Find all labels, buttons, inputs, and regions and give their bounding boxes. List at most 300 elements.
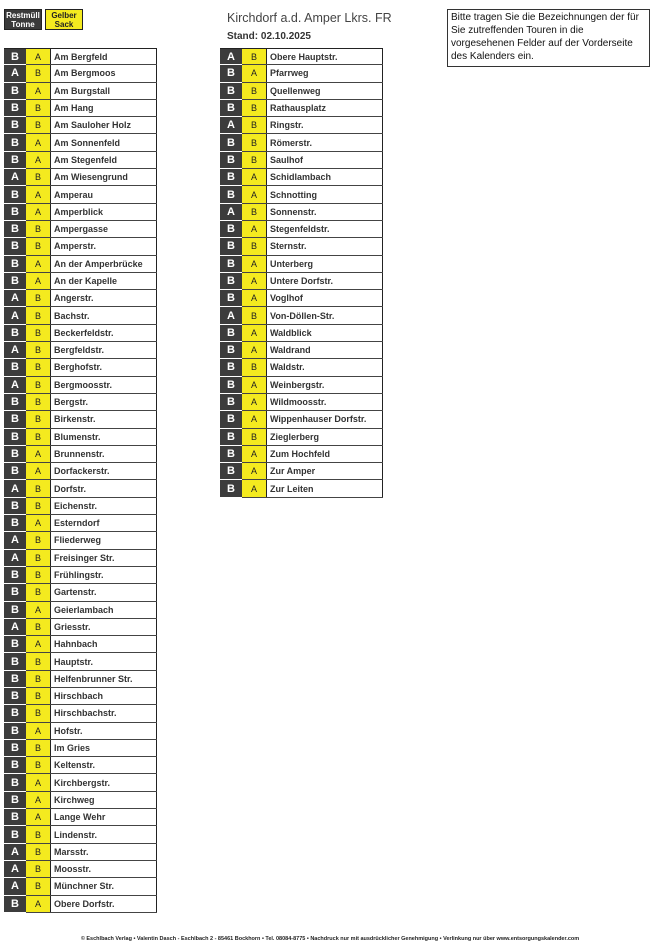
table-row (4, 826, 157, 843)
gelber-sack-tour: A (26, 256, 51, 272)
street-name: Lindenstr. (51, 826, 157, 842)
table-row (4, 809, 157, 826)
gelber-sack-tour: B (26, 740, 51, 756)
gelber-sack-tour: A (26, 204, 51, 220)
restmuell-tour: B (4, 394, 26, 411)
street-name: Griesstr. (51, 619, 157, 635)
restmuell-tour: B (4, 83, 26, 100)
street-name: Marsstr. (51, 844, 157, 860)
gelber-sack-tour: B (26, 290, 51, 306)
table-row (4, 584, 157, 601)
gelber-sack-tour: B (26, 221, 51, 237)
restmuell-tour: B (4, 705, 26, 722)
restmuell-tour: B (4, 688, 26, 705)
restmuell-tour: A (220, 49, 242, 65)
table-row (4, 48, 157, 65)
gelber-sack-tour: A (242, 342, 267, 358)
restmuell-tour: B (4, 238, 26, 255)
restmuell-tour: B (220, 394, 242, 411)
gelber-sack-tour: B (26, 567, 51, 583)
gelber-sack-tour: A (26, 809, 51, 825)
street-name: Keltenstr. (51, 757, 157, 773)
restmuell-tour: B (4, 411, 26, 428)
gelber-sack-tour: B (26, 584, 51, 600)
restmuell-tour: B (220, 134, 242, 151)
table-row (4, 394, 157, 411)
table-row (220, 238, 383, 255)
street-name: Am Burgstall (51, 83, 157, 99)
street-name: Berghofstr. (51, 359, 157, 375)
restmuell-tour: B (4, 896, 26, 913)
restmuell-tour: B (220, 221, 242, 238)
restmuell-tour: B (4, 740, 26, 757)
street-name: Hirschbach (51, 688, 157, 704)
gelber-sack-tour: B (26, 653, 51, 669)
restmuell-tour: A (4, 550, 26, 567)
street-name: Zum Hochfeld (267, 446, 383, 462)
table-row (220, 429, 383, 446)
table-row (220, 100, 383, 117)
restmuell-tour: B (220, 100, 242, 117)
legend-restmuell-tonne: Restmüll Tonne (4, 9, 42, 30)
gelber-sack-tour: A (26, 446, 51, 462)
table-row (4, 636, 157, 653)
table-row (220, 169, 383, 186)
table-row (4, 134, 157, 151)
table-row (220, 290, 383, 307)
table-row (4, 411, 157, 428)
restmuell-tour: B (220, 152, 242, 169)
street-name: Birkenstr. (51, 411, 157, 427)
street-name: Quellenweg (267, 83, 383, 99)
gelber-sack-tour: A (242, 65, 267, 81)
street-name: Dorfackerstr. (51, 463, 157, 479)
gelber-sack-tour: A (26, 774, 51, 790)
restmuell-tour: A (4, 290, 26, 307)
street-name: Rathausplatz (267, 100, 383, 116)
table-row (220, 117, 383, 134)
table-row (220, 204, 383, 221)
gelber-sack-tour: A (242, 325, 267, 341)
gelber-sack-tour: B (26, 705, 51, 721)
restmuell-tour: B (220, 325, 242, 342)
gelber-sack-tour: B (26, 117, 51, 133)
gelber-sack-tour: B (26, 429, 51, 445)
street-name: Im Gries (51, 740, 157, 756)
gelber-sack-tour: A (242, 394, 267, 410)
restmuell-tour: A (4, 878, 26, 895)
street-name: Römerstr. (267, 134, 383, 150)
gelber-sack-tour: A (242, 221, 267, 237)
gelber-sack-tour: B (26, 342, 51, 358)
street-table-left (4, 48, 157, 913)
instruction-note: Bitte tragen Sie die Bezeichnungen der für Sie zutreffenden Touren in die vorgesehenen Felder auf der Vorderseite des Kalenders ein. (447, 9, 650, 67)
gelber-sack-tour: B (26, 878, 51, 894)
street-name: Wildmoosstr. (267, 394, 383, 410)
restmuell-tour: A (4, 844, 26, 861)
gelber-sack-tour: A (26, 896, 51, 912)
restmuell-tour: B (220, 83, 242, 100)
gelber-sack-tour: B (26, 169, 51, 185)
gelber-sack-tour: B (26, 826, 51, 842)
table-row (4, 774, 157, 791)
restmuell-tour: B (4, 204, 26, 221)
restmuell-tour: B (4, 446, 26, 463)
street-name: Am Bergmoos (51, 65, 157, 81)
gelber-sack-tour: A (26, 83, 51, 99)
table-row (4, 256, 157, 273)
street-name: Esterndorf (51, 515, 157, 531)
street-name: Blumenstr. (51, 429, 157, 445)
restmuell-tour: B (4, 273, 26, 290)
street-name: Amperblick (51, 204, 157, 220)
restmuell-tour: B (4, 774, 26, 791)
legend (4, 9, 83, 30)
restmuell-tour: B (4, 429, 26, 446)
restmuell-tour: B (4, 359, 26, 376)
restmuell-tour: B (220, 273, 242, 290)
street-name: Ringstr. (267, 117, 383, 133)
restmuell-tour: B (4, 134, 26, 151)
gelber-sack-tour: A (26, 792, 51, 808)
street-name: Am Hang (51, 100, 157, 116)
restmuell-tour: A (4, 532, 26, 549)
street-name: Voglhof (267, 290, 383, 306)
street-name: Moosstr. (51, 861, 157, 877)
gelber-sack-tour: B (26, 498, 51, 514)
restmuell-tour: B (4, 584, 26, 601)
restmuell-tour: B (220, 359, 242, 376)
table-row (220, 273, 383, 290)
table-row (4, 359, 157, 376)
table-row (220, 48, 383, 65)
table-row (4, 705, 157, 722)
restmuell-tour: A (4, 169, 26, 186)
street-name: Ampergasse (51, 221, 157, 237)
street-name: Dorfstr. (51, 480, 157, 496)
gelber-sack-tour: B (26, 325, 51, 341)
street-name: Bergmoosstr. (51, 377, 157, 393)
table-row (220, 342, 383, 359)
table-row (4, 550, 157, 567)
street-name: Obere Hauptstr. (267, 49, 383, 64)
gelber-sack-tour: B (26, 480, 51, 496)
gelber-sack-tour: A (26, 134, 51, 150)
street-name: Am Stegenfeld (51, 152, 157, 168)
gelber-sack-tour: B (26, 757, 51, 773)
street-name: Brunnenstr. (51, 446, 157, 462)
restmuell-tour: B (220, 377, 242, 394)
table-row (4, 498, 157, 515)
restmuell-tour: B (4, 186, 26, 203)
restmuell-tour: B (220, 65, 242, 82)
table-row (220, 446, 383, 463)
street-name: Am Wiesengrund (51, 169, 157, 185)
restmuell-tour: B (4, 826, 26, 843)
table-row (220, 325, 383, 342)
street-name: Hirschbachstr. (51, 705, 157, 721)
table-row (4, 429, 157, 446)
gelber-sack-tour: B (26, 532, 51, 548)
table-row (220, 307, 383, 324)
restmuell-tour: B (4, 515, 26, 532)
restmuell-tour: B (220, 463, 242, 480)
street-name: An der Amperbrücke (51, 256, 157, 272)
restmuell-tour: B (220, 446, 242, 463)
table-row (4, 290, 157, 307)
table-row (4, 100, 157, 117)
street-name: Schnotting (267, 186, 383, 202)
gelber-sack-tour: A (242, 377, 267, 393)
table-row (220, 65, 383, 82)
table-row (220, 186, 383, 203)
street-name: Zieglerberg (267, 429, 383, 445)
gelber-sack-tour: B (26, 844, 51, 860)
gelber-sack-tour: A (26, 463, 51, 479)
gelber-sack-tour: B (26, 394, 51, 410)
gelber-sack-tour: B (26, 688, 51, 704)
legend-gelber-sack: Gelber Sack (45, 9, 83, 30)
street-name: Zur Leiten (267, 480, 383, 496)
gelber-sack-tour: B (242, 49, 267, 64)
table-row (4, 567, 157, 584)
table-row (4, 204, 157, 221)
table-row (220, 134, 383, 151)
street-name: An der Kapelle (51, 273, 157, 289)
gelber-sack-tour: B (26, 550, 51, 566)
table-row (220, 411, 383, 428)
street-name: Zur Amper (267, 463, 383, 479)
restmuell-tour: B (4, 723, 26, 740)
street-name: Fliederweg (51, 532, 157, 548)
restmuell-tour: B (4, 792, 26, 809)
restmuell-tour: B (4, 152, 26, 169)
restmuell-tour: B (220, 480, 242, 497)
restmuell-tour: B (220, 186, 242, 203)
table-row (220, 152, 383, 169)
gelber-sack-tour: A (26, 186, 51, 202)
restmuell-tour: B (220, 429, 242, 446)
restmuell-tour: B (220, 169, 242, 186)
gelber-sack-tour: B (26, 377, 51, 393)
restmuell-tour: B (220, 256, 242, 273)
street-name: Untere Dorfstr. (267, 273, 383, 289)
restmuell-tour: B (220, 238, 242, 255)
table-row (4, 480, 157, 497)
restmuell-tour: B (4, 567, 26, 584)
table-row (4, 83, 157, 100)
gelber-sack-tour: B (26, 619, 51, 635)
footer-imprint: © Eschlbach Verlag • Valentin Dasch - Eschlbach 2 - 85461 Bockhorn • Tel. 08084-8775 • Nachdruck nur mit ausdrücklicher Genehmigung • Verlinkung nur über www.entsorgungskalender.com (80, 936, 580, 942)
table-row (220, 83, 383, 100)
gelber-sack-tour: B (242, 307, 267, 323)
street-name: Hauptstr. (51, 653, 157, 669)
table-row (4, 446, 157, 463)
gelber-sack-tour: B (242, 134, 267, 150)
street-name: Lange Wehr (51, 809, 157, 825)
street-name: Bergfeldstr. (51, 342, 157, 358)
table-row (4, 377, 157, 394)
gelber-sack-tour: A (242, 186, 267, 202)
gelber-sack-tour: B (242, 238, 267, 254)
table-row (4, 186, 157, 203)
table-row (4, 65, 157, 82)
restmuell-tour: B (220, 411, 242, 428)
gelber-sack-tour: B (242, 83, 267, 99)
gelber-sack-tour: A (26, 723, 51, 739)
table-row (220, 463, 383, 480)
gelber-sack-tour: A (242, 446, 267, 462)
gelber-sack-tour: A (242, 169, 267, 185)
gelber-sack-tour: B (242, 429, 267, 445)
table-row (4, 152, 157, 169)
street-name: Am Sauloher Holz (51, 117, 157, 133)
restmuell-tour: A (4, 619, 26, 636)
table-row (4, 325, 157, 342)
street-table-right (220, 48, 383, 498)
table-row (220, 480, 383, 497)
restmuell-tour: B (4, 463, 26, 480)
restmuell-tour: A (220, 307, 242, 324)
table-row (4, 117, 157, 134)
gelber-sack-tour: B (242, 117, 267, 133)
restmuell-tour: A (4, 377, 26, 394)
restmuell-tour: B (4, 117, 26, 134)
table-row (220, 256, 383, 273)
street-name: Kirchweg (51, 792, 157, 808)
street-name: Am Bergfeld (51, 49, 157, 64)
gelber-sack-tour: B (26, 100, 51, 116)
street-name: Beckerfeldstr. (51, 325, 157, 341)
restmuell-tour: B (4, 100, 26, 117)
street-name: Bachstr. (51, 307, 157, 323)
gelber-sack-tour: B (242, 359, 267, 375)
street-name: Eichenstr. (51, 498, 157, 514)
street-name: Amperau (51, 186, 157, 202)
street-name: Waldstr. (267, 359, 383, 375)
table-row (4, 619, 157, 636)
table-row (4, 896, 157, 913)
restmuell-tour: B (4, 498, 26, 515)
table-row (4, 169, 157, 186)
restmuell-tour: B (4, 809, 26, 826)
restmuell-tour: A (4, 65, 26, 82)
street-name: Angerstr. (51, 290, 157, 306)
restmuell-tour: A (4, 307, 26, 324)
restmuell-tour: B (4, 602, 26, 619)
street-name: Hahnbach (51, 636, 157, 652)
gelber-sack-tour: B (26, 671, 51, 687)
gelber-sack-tour: B (242, 204, 267, 220)
street-name: Saulhof (267, 152, 383, 168)
gelber-sack-tour: B (242, 152, 267, 168)
gelber-sack-tour: A (242, 256, 267, 272)
table-row (4, 307, 157, 324)
table-row (220, 221, 383, 238)
gelber-sack-tour: B (26, 861, 51, 877)
street-name: Frühlingstr. (51, 567, 157, 583)
restmuell-tour: B (4, 325, 26, 342)
gelber-sack-tour: B (26, 238, 51, 254)
gelber-sack-tour: B (26, 359, 51, 375)
gelber-sack-tour: A (26, 515, 51, 531)
street-name: Sternstr. (267, 238, 383, 254)
table-row (4, 342, 157, 359)
table-row (4, 515, 157, 532)
street-name: Amperstr. (51, 238, 157, 254)
table-row (4, 238, 157, 255)
street-name: Unterberg (267, 256, 383, 272)
street-name: Waldrand (267, 342, 383, 358)
table-row (4, 688, 157, 705)
street-name: Bergstr. (51, 394, 157, 410)
restmuell-tour: B (4, 671, 26, 688)
restmuell-tour: B (4, 757, 26, 774)
street-name: Geierlambach (51, 602, 157, 618)
table-row (4, 463, 157, 480)
restmuell-tour: B (4, 653, 26, 670)
street-name: Münchner Str. (51, 878, 157, 894)
table-row (4, 671, 157, 688)
table-row (220, 359, 383, 376)
page-title: Kirchdorf a.d. Amper Lkrs. FR (227, 11, 392, 25)
street-name: Am Sonnenfeld (51, 134, 157, 150)
table-row (4, 844, 157, 861)
street-name: Schidlambach (267, 169, 383, 185)
table-row (4, 757, 157, 774)
gelber-sack-tour: A (242, 411, 267, 427)
restmuell-tour: A (4, 342, 26, 359)
restmuell-tour: A (220, 117, 242, 134)
street-name: Waldblick (267, 325, 383, 341)
table-row (4, 723, 157, 740)
gelber-sack-tour: A (26, 636, 51, 652)
table-row (4, 221, 157, 238)
street-name: Hofstr. (51, 723, 157, 739)
table-row (4, 532, 157, 549)
street-name: Obere Dorfstr. (51, 896, 157, 912)
street-name: Wippenhauser Dorfstr. (267, 411, 383, 427)
gelber-sack-tour: B (242, 100, 267, 116)
restmuell-tour: A (220, 204, 242, 221)
street-name: Gartenstr. (51, 584, 157, 600)
restmuell-tour: A (4, 480, 26, 497)
street-name: Pfarrweg (267, 65, 383, 81)
street-name: Sonnenstr. (267, 204, 383, 220)
table-row (220, 394, 383, 411)
street-name: Weinbergstr. (267, 377, 383, 393)
gelber-sack-tour: A (26, 273, 51, 289)
gelber-sack-tour: B (26, 307, 51, 323)
table-row (4, 602, 157, 619)
table-row (4, 878, 157, 895)
restmuell-tour: B (4, 221, 26, 238)
street-name: Freisinger Str. (51, 550, 157, 566)
restmuell-tour: B (4, 636, 26, 653)
gelber-sack-tour: A (26, 152, 51, 168)
restmuell-tour: B (4, 49, 26, 65)
gelber-sack-tour: A (242, 463, 267, 479)
restmuell-tour: B (220, 342, 242, 359)
street-name: Von-Döllen-Str. (267, 307, 383, 323)
table-row (4, 273, 157, 290)
gelber-sack-tour: A (26, 602, 51, 618)
restmuell-tour: B (4, 256, 26, 273)
street-name: Helfenbrunner Str. (51, 671, 157, 687)
restmuell-tour: A (4, 861, 26, 878)
gelber-sack-tour: A (242, 480, 267, 496)
street-name: Stegenfeldstr. (267, 221, 383, 237)
